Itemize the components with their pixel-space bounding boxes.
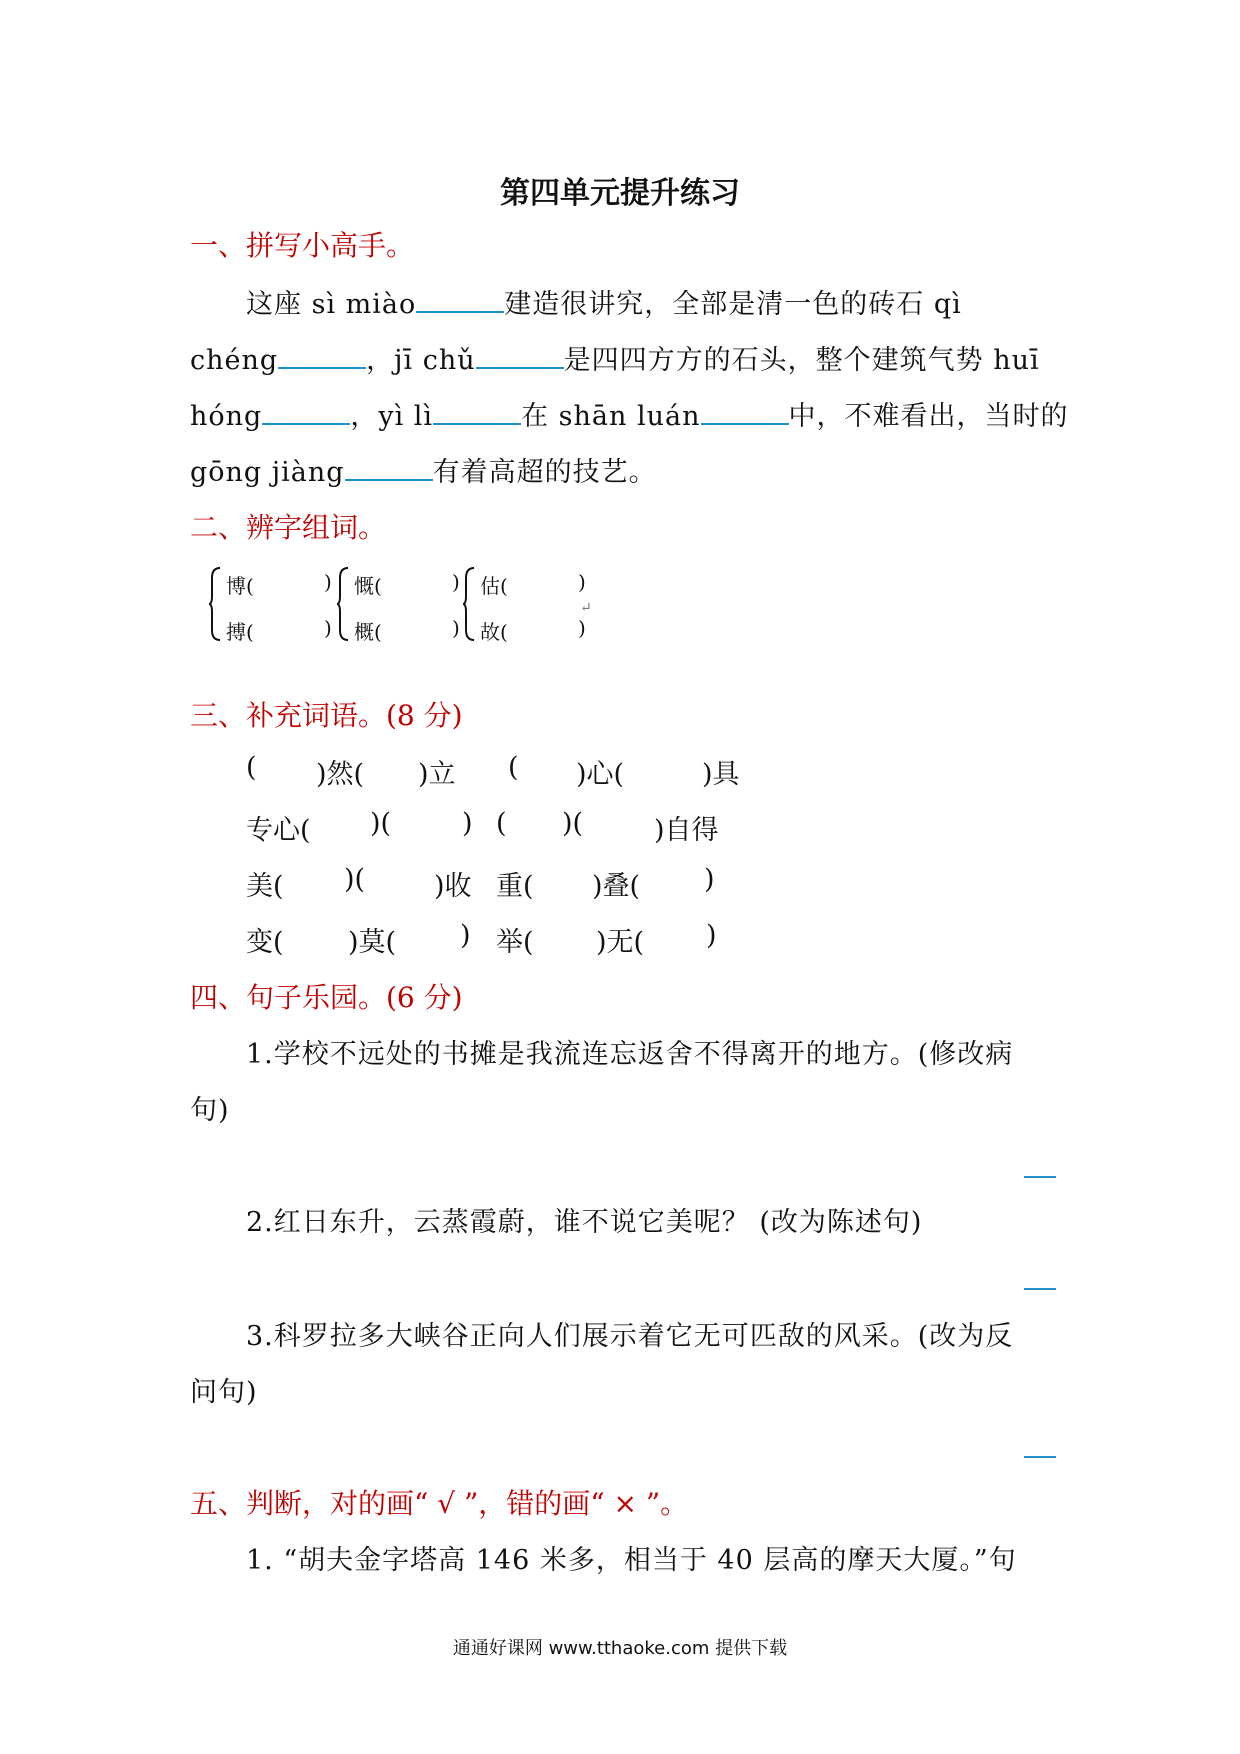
idiom-cell: )然(: [316, 759, 365, 790]
answer-blank[interactable]: [701, 397, 789, 425]
close-paren: ): [578, 570, 586, 594]
idiom-cell: (: [508, 752, 519, 783]
section3-heading: 三、补充词语。(8 分): [190, 699, 463, 732]
page-title: 第四单元提升练习: [500, 176, 740, 211]
char-prompt: 搏(: [226, 620, 254, 644]
answer-blank[interactable]: [433, 397, 521, 425]
idiom-cell: (: [246, 752, 257, 783]
idiom-cell: )(: [562, 808, 584, 839]
judge-q1: 1. “胡夫金字塔高 146 米多，相当于 40 层高的摩天大厦。”句: [246, 1545, 1017, 1576]
char-group-2: [336, 566, 460, 646]
text: 中，不难看出，当时的: [788, 401, 1069, 432]
char-prompt: 概(: [354, 620, 382, 644]
char-group-3: [462, 566, 586, 646]
sentence-q2: 2.红日东升，云蒸霞蔚，谁不说它美呢？ (改为陈述句): [246, 1207, 923, 1238]
section1-heading: 一、拼写小高手。: [190, 229, 415, 262]
text: 在 shān luán: [521, 401, 701, 432]
answer-blank[interactable]: [416, 285, 504, 313]
idiom-cell: )自得: [654, 815, 719, 846]
idiom-cell: 专心(: [246, 815, 311, 846]
idiom-cell: )具: [702, 759, 740, 790]
idiom-cell: 举(: [496, 927, 534, 958]
char-prompt: 故(: [480, 620, 508, 644]
idiom-cell: )心(: [576, 759, 625, 790]
text: hóng: [190, 401, 263, 432]
idiom-cell: )(: [370, 808, 392, 839]
brace-icon: [336, 566, 350, 642]
sentence-q1: 1.学校不远处的书摊是我流连忘返舍不得离开的地方。(修改病: [246, 1039, 1014, 1070]
answer-blank[interactable]: [345, 453, 433, 481]
close-paren: ): [324, 616, 332, 640]
idiom-cell: ): [706, 920, 717, 951]
text: gōng jiàng: [190, 457, 345, 488]
pinyin-line-1: [246, 282, 962, 321]
idiom-cell: )莫(: [348, 927, 397, 958]
answer-blank[interactable]: [262, 397, 350, 425]
section5-heading: 五、判断，对的画“ √ ”，错的画“ × ”。: [190, 1487, 689, 1520]
close-paren: ): [578, 616, 586, 640]
idiom-cell: 变(: [246, 927, 284, 958]
idiom-cell: )立: [418, 759, 456, 790]
text: 建造很讲究，全部是清一色的砖石 qì: [504, 289, 962, 320]
idiom-cell: (: [496, 808, 507, 839]
close-paren: ): [452, 570, 460, 594]
text: ，jī chǔ: [366, 345, 476, 376]
answer-line[interactable]: [1024, 1176, 1056, 1178]
answer-line[interactable]: [1024, 1288, 1056, 1290]
char-group-1: [208, 566, 332, 646]
sentence-q1-cont: 句): [190, 1095, 230, 1126]
idiom-cell: 重(: [496, 871, 534, 902]
sentence-q3-cont: 问句): [190, 1377, 258, 1408]
pinyin-line-4: [190, 450, 657, 489]
answer-blank[interactable]: [278, 341, 366, 369]
idiom-cell: )无(: [596, 927, 645, 958]
answer-line[interactable]: [1024, 1456, 1056, 1458]
section2-heading: 二、辨字组词。: [190, 511, 387, 544]
text: 是四四方方的石头，整个建筑气势 huī: [563, 345, 1040, 376]
char-prompt: 慨(: [354, 574, 382, 598]
return-mark-icon: ↵: [580, 600, 592, 616]
sentence-q3: 3.科罗拉多大峡谷正向人们展示着它无可匹敌的风采。(改为反: [246, 1321, 1014, 1352]
page-footer: 通通好课网 www.tthaoke.com 提供下载: [452, 1638, 788, 1659]
pinyin-line-3: [190, 394, 1069, 433]
idiom-cell: ): [460, 920, 471, 951]
brace-icon: [208, 566, 222, 642]
close-paren: ): [452, 616, 460, 640]
idiom-cell: ): [462, 808, 473, 839]
char-prompt: 估(: [480, 574, 508, 598]
char-prompt: 博(: [226, 574, 254, 598]
text: chéng: [190, 345, 279, 376]
brace-icon: [462, 566, 476, 642]
idiom-cell: )叠(: [592, 871, 641, 902]
text: 有着高超的技艺。: [432, 457, 657, 488]
section4-heading: 四、句子乐园。(6 分): [190, 981, 463, 1014]
text: 这座 sì miào: [246, 289, 417, 320]
pinyin-line-2: [190, 338, 1040, 377]
text: ，yì lì: [350, 401, 434, 432]
idiom-cell: 美(: [246, 871, 284, 902]
idiom-cell: )(: [344, 864, 366, 895]
idiom-cell: ): [704, 864, 715, 895]
answer-blank[interactable]: [476, 341, 564, 369]
idiom-cell: )收: [434, 871, 472, 902]
close-paren: ): [324, 570, 332, 594]
